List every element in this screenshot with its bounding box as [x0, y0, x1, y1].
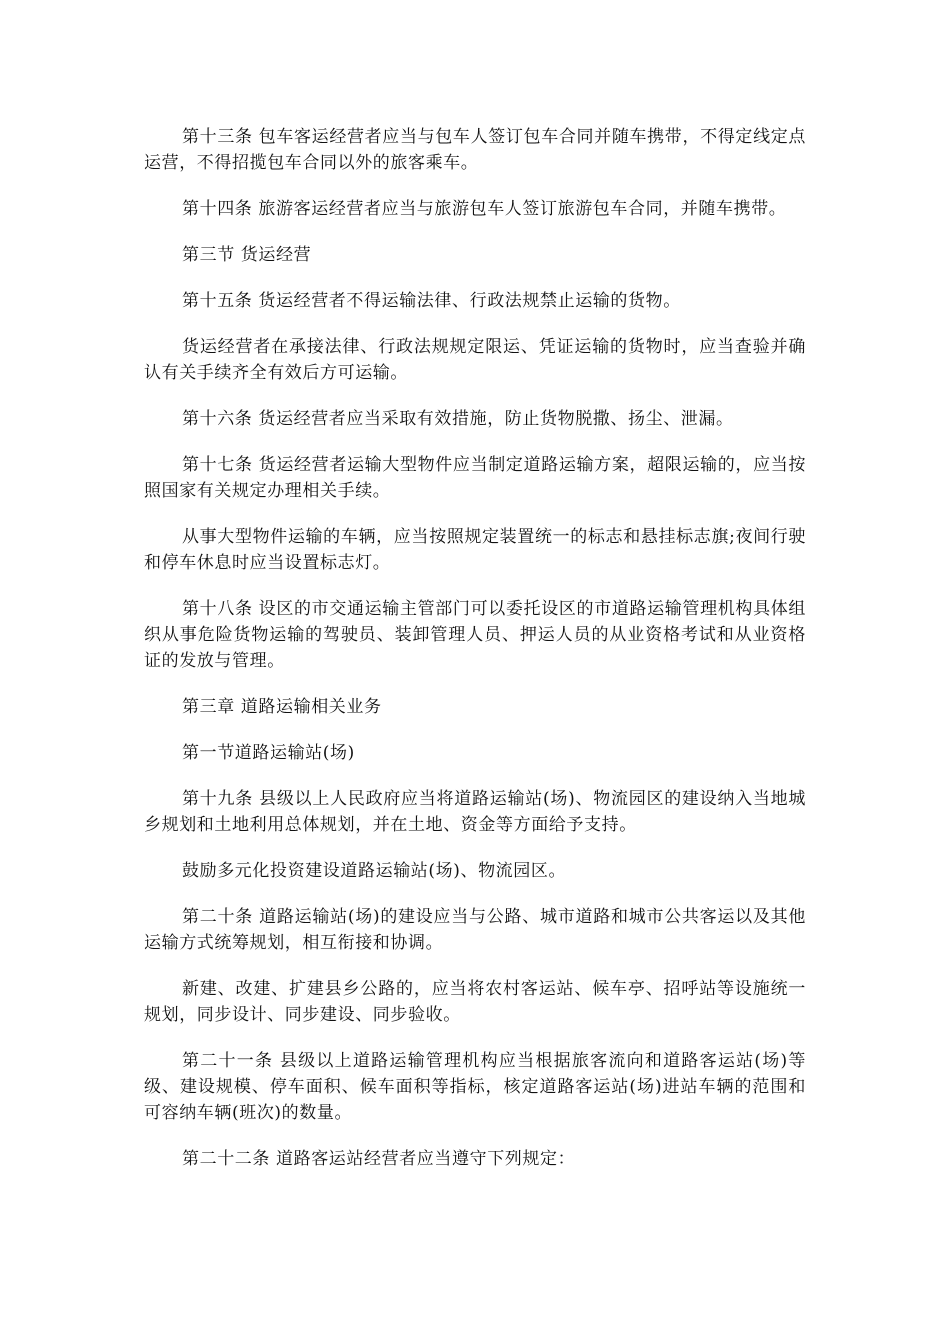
article-17-subparagraph: 从事大型物件运输的车辆，应当按照规定装置统一的标志和悬挂标志旗;夜间行驶和停车休息时应当设置标志灯。: [144, 527, 806, 573]
article-18-paragraph: 第十八条 设区的市交通运输主管部门可以委托设区的市道路运输管理机构具体组织从事危险货物运输的驾驶员、装卸管理人员、押运人员的从业资格考试和从业资格证的发放与管理。: [144, 599, 806, 671]
article-19-subparagraph: 鼓励多元化投资建设道路运输站(场)、物流园区。: [182, 861, 567, 881]
article-17-paragraph: 第十七条 货运经营者运输大型物件应当制定道路运输方案，超限运输的，应当按照国家有关规定办理相关手续。: [144, 455, 806, 501]
article-20-paragraph: 第二十条 道路运输站(场)的建设应当与公路、城市道路和城市公共客运以及其他运输方式统筹规划，相互衔接和协调。: [144, 907, 806, 953]
document-body: [144, 124, 806, 1192]
article-16-paragraph: 第十六条 货运经营者应当采取有效措施，防止货物脱撒、扬尘、泄漏。: [182, 409, 734, 429]
section-1-heading: 第一节道路运输站(场): [182, 743, 355, 763]
section-3-heading: 第三节 货运经营: [182, 245, 312, 265]
article-20-subparagraph: 新建、改建、扩建县乡公路的，应当将农村客运站、候车亭、招呼站等设施统一规划，同步设计、同步建设、同步验收。: [144, 979, 806, 1025]
article-19-paragraph: 第十九条 县级以上人民政府应当将道路运输站(场)、物流园区的建设纳入当地城乡规划和土地利用总体规划，并在土地、资金等方面给予支持。: [144, 789, 806, 835]
article-13-paragraph: 第十三条 包车客运经营者应当与包车人签订包车合同并随车携带，不得定线定点运营，不得招揽包车合同以外的旅客乘车。: [144, 127, 806, 173]
chapter-3-heading: 第三章 道路运输相关业务: [182, 697, 382, 717]
article-22-paragraph: 第二十二条 道路客运站经营者应当遵守下列规定：: [182, 1149, 576, 1169]
article-15-paragraph: 第十五条 货运经营者不得运输法律、行政法规禁止运输的货物。: [182, 291, 681, 311]
article-21-paragraph: 第二十一条 县级以上道路运输管理机构应当根据旅客流向和道路客运站(场)等级、建设规模、停车面积、候车面积等指标，核定道路客运站(场)进站车辆的范围和可容纳车辆(班次)的数量。: [144, 1051, 806, 1123]
article-14-paragraph: 第十四条 旅游客运经营者应当与旅游包车人签订旅游包车合同，并随车携带。: [182, 199, 787, 219]
article-15-subparagraph: 货运经营者在承接法律、行政法规规定限运、凭证运输的货物时，应当查验并确认有关手续齐全有效后方可运输。: [144, 337, 806, 383]
